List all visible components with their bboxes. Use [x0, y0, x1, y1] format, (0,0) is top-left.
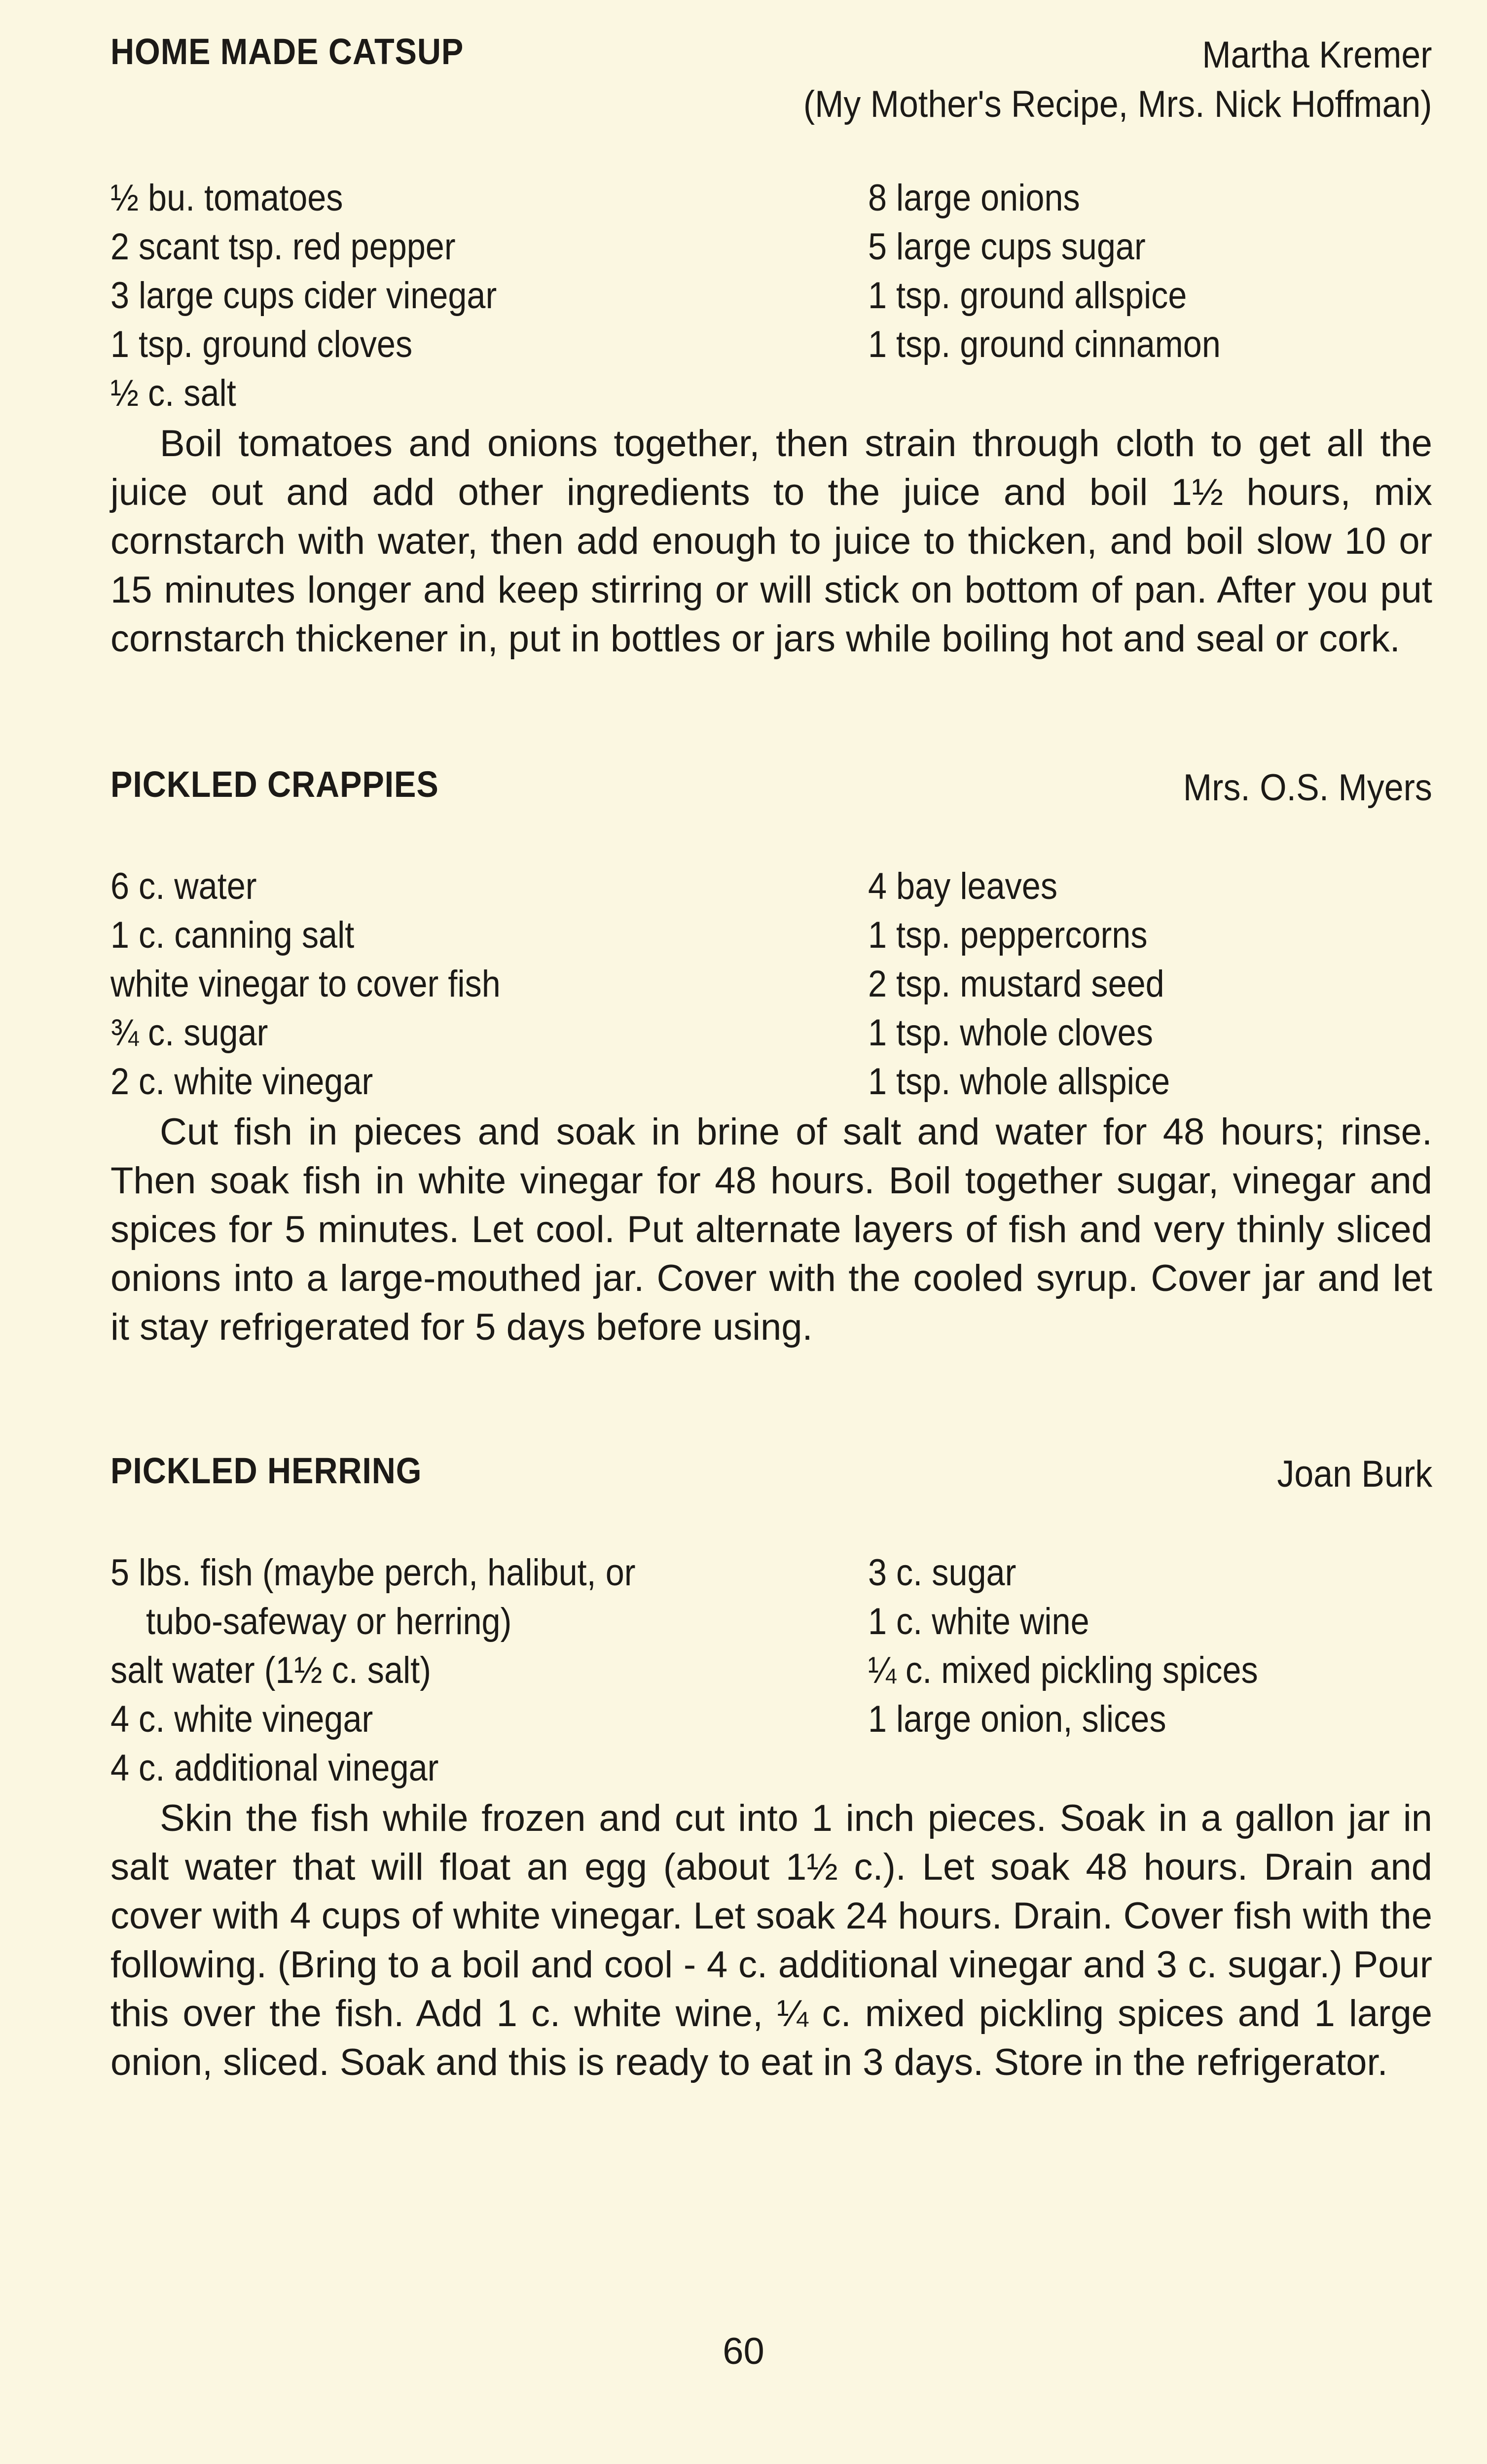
ingredient-item: 1 tsp. whole allspice	[868, 1061, 1170, 1103]
recipe-title: PICKLED CRAPPIES	[110, 764, 439, 805]
ingredient-item: 6 c. water	[110, 865, 257, 907]
ingredient-item: 2 tsp. mustard seed	[868, 963, 1164, 1005]
ingredient-item: white vinegar to cover fish	[110, 963, 501, 1005]
page-number: 60	[723, 2330, 764, 2372]
ingredient-item: 4 bay leaves	[868, 865, 1058, 907]
ingredient-item: 1 tsp. peppercorns	[868, 914, 1148, 956]
ingredient-item: 1 tsp. ground allspice	[868, 275, 1187, 317]
ingredients-right-column	[868, 174, 1221, 369]
recipe-instructions: Boil tomatoes and onions together, then strain through cloth to get all the juice out and add other ingredients to the juice and boil 1½ hours, mix cornstarch with water, then add enough to juice to thicken, and boil slow 10 or 15 minutes longer and keep stirring or will stick on bottom of pan. After you put cornstarch thickener in, put in bottles or jars while boiling hot and seal or cork.	[110, 423, 1432, 660]
ingredients-right-column	[868, 862, 1170, 1106]
recipe-title: HOME MADE CATSUP	[110, 31, 464, 72]
recipe-home-made-catsup	[110, 31, 1432, 660]
ingredient-item: 4 c. white vinegar	[110, 1698, 373, 1740]
ingredients-left-column	[110, 862, 501, 1106]
recipe-author	[1277, 1450, 1432, 1499]
author-name: Mrs. O.S. Myers	[1183, 767, 1432, 809]
recipe-header	[110, 763, 1432, 818]
ingredient-item: ½ bu. tomatoes	[110, 177, 343, 219]
recipe-title: PICKLED HERRING	[110, 1450, 422, 1491]
ingredient-item: 2 c. white vinegar	[110, 1061, 373, 1103]
ingredient-item: 3 c. sugar	[868, 1552, 1016, 1594]
recipe-header	[110, 31, 1432, 125]
author-name: Joan Burk	[1277, 1453, 1432, 1495]
ingredients-right-column	[868, 1548, 1258, 1744]
recipe-author	[1183, 763, 1432, 813]
recipe-instructions: Skin the fish while frozen and cut into 1 inch pieces. Soak in a gallon jar in salt water that will float an egg (about 1½ c.). Let soak 48 hours. Drain and cover with 4 cups of white vinegar. Let soak 24 hours. Drain. Cover fish with the following. (Bring to a boil and cool - 4 c. additional vinegar and 3 c. sugar.) Pour this over the fish. Add 1 c. white wine, ¼ c. mixed pickling spices and 1 large onion, sliced. Soak and this is ready to eat in 3 days. Store in the refrigerator.	[110, 1797, 1432, 2083]
ingredient-item: salt water (1½ c. salt)	[110, 1649, 432, 1691]
ingredient-item: 5 large cups sugar	[868, 226, 1146, 268]
ingredient-item: 5 lbs. fish (maybe perch, halibut, or	[110, 1552, 636, 1594]
ingredient-item: 8 large onions	[868, 177, 1080, 219]
ingredients-left-column	[110, 1548, 636, 1792]
ingredient-item: 1 large onion, slices	[868, 1698, 1166, 1740]
author-name: Martha Kremer	[1202, 34, 1432, 76]
ingredient-item: 1 c. canning salt	[110, 914, 355, 956]
ingredient-item: 3 large cups cider vinegar	[110, 275, 497, 317]
ingredient-item: ¾ c. sugar	[110, 1012, 268, 1054]
ingredient-item: ¼ c. mixed pickling spices	[868, 1649, 1258, 1691]
ingredient-item: 1 tsp. ground cinnamon	[868, 323, 1221, 365]
ingredient-item: 1 tsp. whole cloves	[868, 1012, 1153, 1054]
ingredient-item: 1 tsp. ground cloves	[110, 323, 413, 365]
recipe-author	[803, 31, 1432, 129]
recipe-instructions: Cut fish in pieces and soak in brine of salt and water for 48 hours; rinse. Then soak fish in white vinegar for 48 hours. Boil together sugar, vinegar and spices for 5 minutes. Let cool. Put alternate layers of fish and very thinly sliced onions into a large-mouthed jar. Cover with the cooled syrup. Cover jar and let it stay refrigerated for 5 days before using.	[110, 1111, 1432, 1348]
ingredient-item: 4 c. additional vinegar	[110, 1747, 439, 1789]
ingredients-left-column	[110, 174, 497, 418]
author-note: (My Mother's Recipe, Mrs. Nick Hoffman)	[803, 83, 1432, 125]
ingredient-item: 1 c. white wine	[868, 1601, 1089, 1643]
recipe-header	[110, 1450, 1432, 1504]
ingredient-item: ½ c. salt	[110, 372, 236, 414]
recipe-pickled-crappies	[110, 763, 1432, 1348]
recipe-pickled-herring	[110, 1450, 1432, 2083]
ingredient-item: 2 scant tsp. red pepper	[110, 226, 456, 268]
ingredient-item-continued: tubo-safeway or herring)	[146, 1601, 512, 1643]
